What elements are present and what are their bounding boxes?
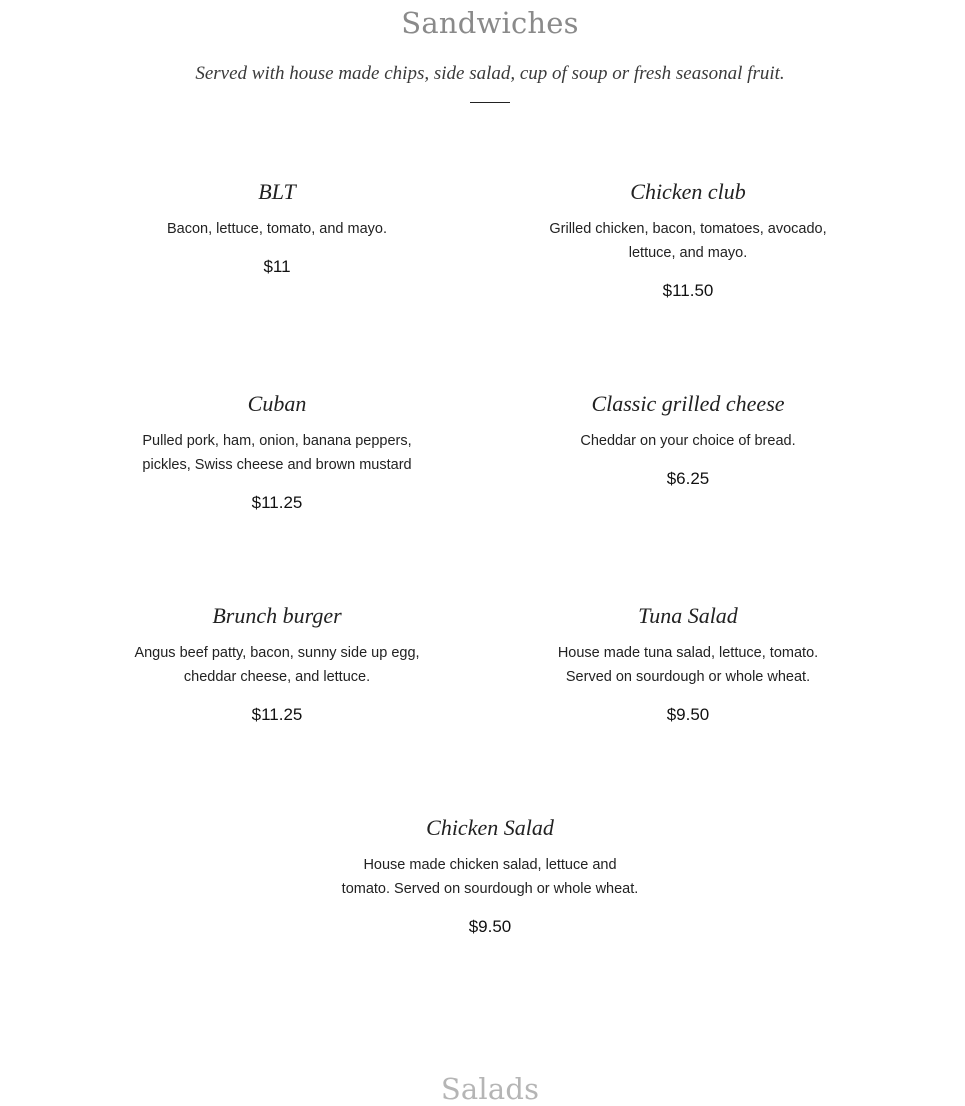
menu-item-tuna-salad — [538, 601, 838, 727]
menu-item-price: $11.50 — [662, 281, 714, 300]
menu-item-description: House made chicken salad, lettuce and tomato. Served on sourdough or whole wheat. — [341, 857, 639, 897]
menu-item-chicken-salad — [340, 813, 640, 939]
section-subtitle: Served with house made chips, side salad, cup of soup or fresh seasonal fruit. — [195, 63, 785, 84]
menu-item-name: BLT — [258, 179, 296, 204]
menu-item-description: Pulled pork, ham, onion, banana peppers, pickles, Swiss cheese and brown mustard — [142, 433, 412, 473]
section-title-salads: Salads — [440, 1072, 540, 1106]
menu-item-price: $11.25 — [251, 705, 303, 724]
menu-item-name: Chicken Salad — [426, 815, 554, 840]
menu-item-price: $9.50 — [468, 917, 512, 936]
section-title-sandwiches: Sandwiches — [401, 6, 579, 40]
menu-item-classic-grilled-cheese — [538, 389, 838, 491]
menu-item-description: Angus beef patty, bacon, sunny side up egg, cheddar cheese, and lettuce. — [134, 645, 420, 685]
menu-item-description: House made tuna salad, lettuce, tomato. Served on sourdough or whole wheat. — [557, 645, 819, 685]
menu-item-price: $11.25 — [251, 493, 303, 512]
menu-item-brunch-burger — [127, 601, 427, 727]
menu-item-cuban — [127, 389, 427, 515]
menu-item-name: Tuna Salad — [638, 603, 738, 628]
menu-item-name: Brunch burger — [212, 603, 342, 628]
menu-item-description: Bacon, lettuce, tomato, and mayo. — [166, 221, 388, 237]
menu-item-price: $11 — [263, 257, 291, 276]
menu-item-price: $6.25 — [666, 469, 710, 488]
section-divider — [470, 102, 510, 103]
menu-item-name: Classic grilled cheese — [591, 391, 785, 416]
menu-item-name: Chicken club — [630, 179, 746, 204]
menu-item-price: $9.50 — [666, 705, 710, 724]
menu-item-description: Grilled chicken, bacon, tomatoes, avocado, lettuce, and mayo. — [549, 221, 827, 261]
menu-item-blt — [127, 177, 427, 279]
menu-item-description: Cheddar on your choice of bread. — [580, 433, 796, 449]
menu-item-name: Cuban — [247, 391, 307, 416]
menu-item-chicken-club — [538, 177, 838, 303]
